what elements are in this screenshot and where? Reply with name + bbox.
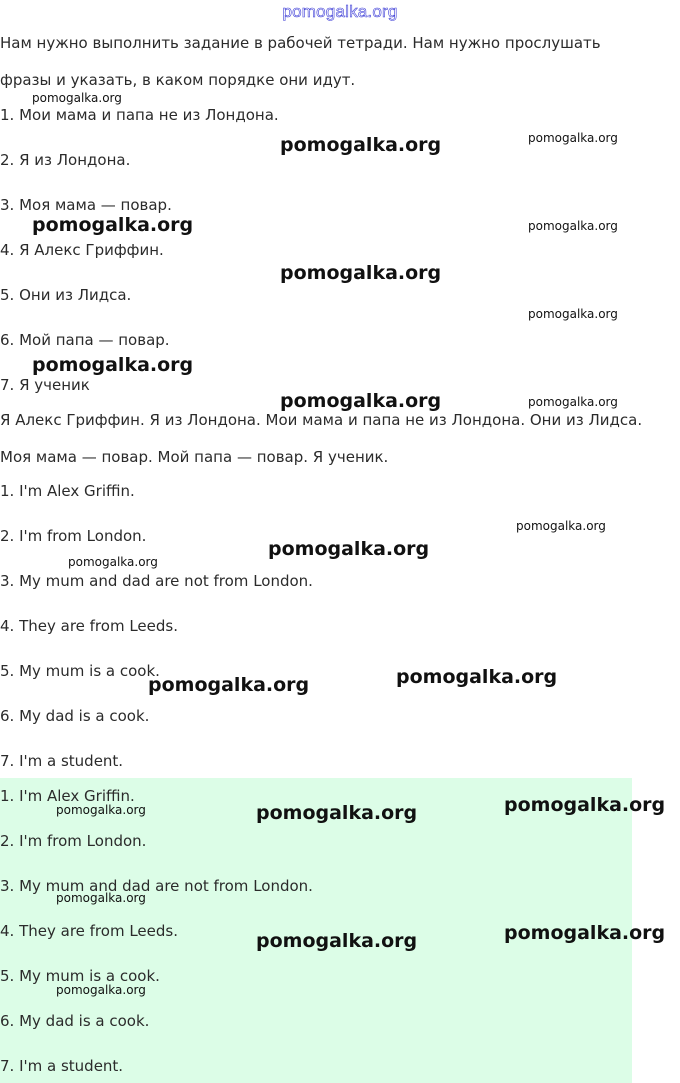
russian-item-3: 3. Моя мама — повар. <box>0 196 172 214</box>
watermark: pomogalka.org <box>280 262 442 284</box>
russian-summary-line-1: Я Алекс Гриффин. Я из Лондона. Мои мама и папа не из Лондона. Они из Лидса. <box>0 411 643 429</box>
watermark: pomogalka.org <box>528 131 618 145</box>
english-item-7: 7. I'm a student. <box>0 752 124 770</box>
russian-summary-line-2: Моя мама — повар. Мой папа — повар. Я ученик. <box>0 448 389 466</box>
russian-item-7: 7. Я ученик <box>0 376 90 394</box>
watermark: pomogalka.org <box>280 390 442 412</box>
answer-item-1: 1. I'm Alex Griffin. <box>0 787 135 805</box>
watermark: pomogalka.org <box>148 674 310 696</box>
watermark: pomogalka.org <box>32 214 194 236</box>
watermark: pomogalka.org <box>32 91 122 105</box>
watermark: pomogalka.org <box>56 983 146 997</box>
english-item-3: 3. My mum and dad are not from London. <box>0 572 313 590</box>
english-item-4: 4. They are from Leeds. <box>0 617 178 635</box>
watermark: pomogalka.org <box>396 666 558 688</box>
watermark: pomogalka.org <box>256 802 418 824</box>
watermark: pomogalka.org <box>32 354 194 376</box>
answer-item-6: 6. My dad is a cook. <box>0 1012 150 1030</box>
watermark: pomogalka.org <box>268 538 430 560</box>
watermark: pomogalka.org <box>280 134 442 156</box>
english-item-5: 5. My mum is a cook. <box>0 662 160 680</box>
task-text-line-2: фразы и указать, в каком порядке они идут. <box>0 71 356 89</box>
watermark: pomogalka.org <box>528 395 618 409</box>
watermark: pomogalka.org <box>528 219 618 233</box>
watermark: pomogalka.org <box>504 794 666 816</box>
answer-item-3: 3. My mum and dad are not from London. <box>0 877 313 895</box>
site-header-link[interactable]: pomogalka.org <box>282 2 398 21</box>
russian-item-1: 1. Мои мама и папа не из Лондона. <box>0 106 279 124</box>
watermark: pomogalka.org <box>56 803 146 817</box>
watermark: pomogalka.org <box>56 891 146 905</box>
answer-item-4: 4. They are from Leeds. <box>0 922 178 940</box>
english-item-1: 1. I'm Alex Griffin. <box>0 482 135 500</box>
english-item-6: 6. My dad is a cook. <box>0 707 150 725</box>
russian-item-4: 4. Я Алекс Гриффин. <box>0 241 164 259</box>
answer-item-5: 5. My mum is a cook. <box>0 967 160 985</box>
english-item-2: 2. I'm from London. <box>0 527 147 545</box>
watermark: pomogalka.org <box>68 555 158 569</box>
watermark: pomogalka.org <box>516 519 606 533</box>
task-text-line-1: Нам нужно выполнить задание в рабочей тетради. Нам нужно прослушать <box>0 34 601 52</box>
watermark: pomogalka.org <box>528 307 618 321</box>
answer-item-7: 7. I'm a student. <box>0 1057 124 1075</box>
answer-item-2: 2. I'm from London. <box>0 832 147 850</box>
russian-item-5: 5. Они из Лидса. <box>0 286 132 304</box>
russian-item-2: 2. Я из Лондона. <box>0 151 131 169</box>
russian-item-6: 6. Мой папа — повар. <box>0 331 170 349</box>
watermark: pomogalka.org <box>256 930 418 952</box>
watermark: pomogalka.org <box>504 922 666 944</box>
